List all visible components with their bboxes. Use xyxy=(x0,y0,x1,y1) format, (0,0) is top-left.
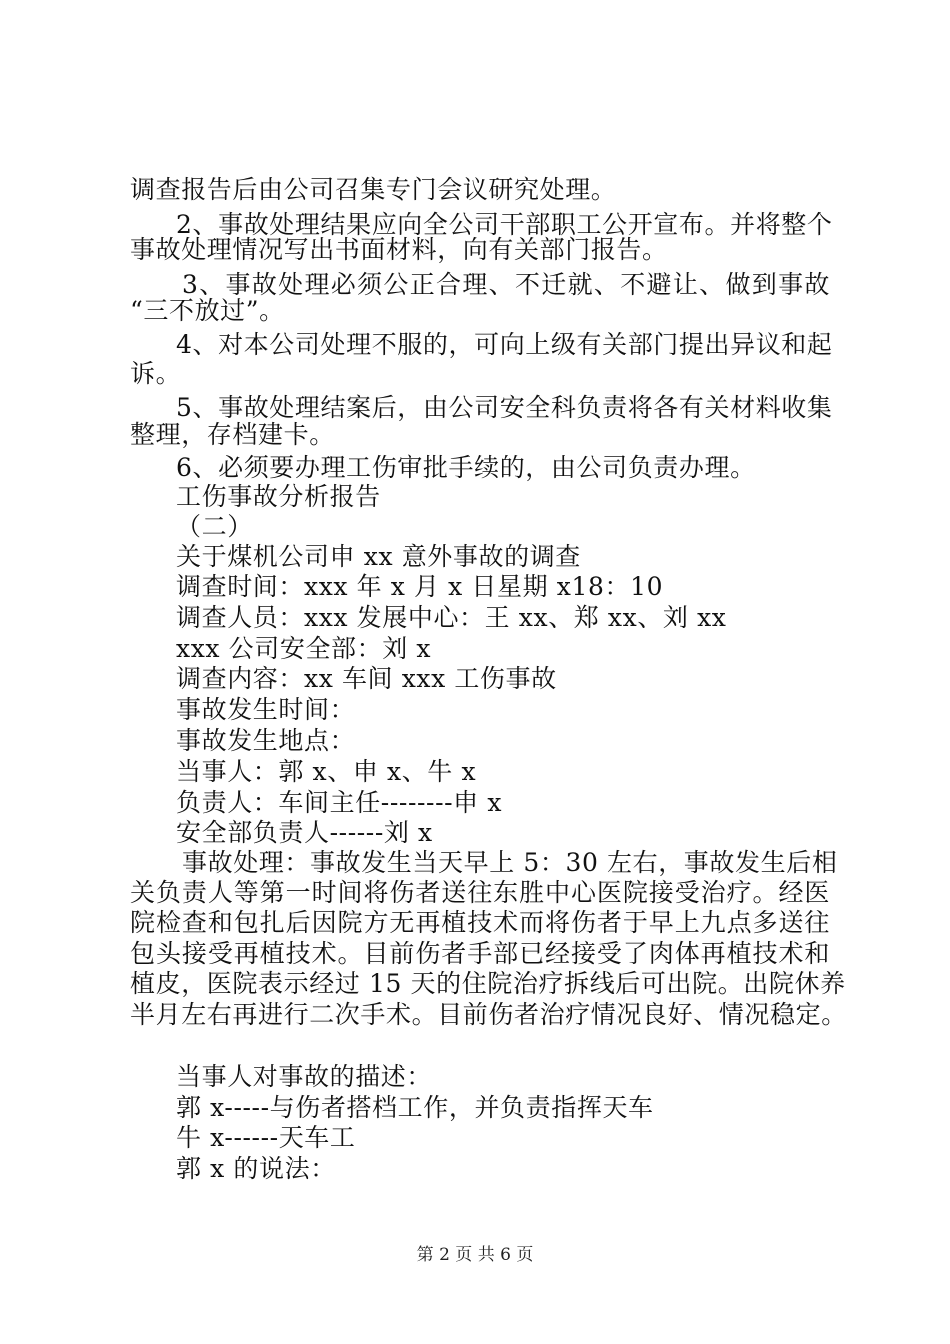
text-line: 牛 x------天车工 xyxy=(176,1123,356,1152)
section-number: （二） xyxy=(176,512,253,541)
text-line: 事故处理情况写出书面材料，向有关部门报告。 xyxy=(130,235,668,264)
report-subject: 关于煤机公司申 xx 意外事故的调查 xyxy=(176,542,581,571)
text-line: xxx 公司安全部：刘 x xyxy=(176,634,432,663)
text-line: 关负责人等第一时间将伤者送往东胜中心医院接受治疗。经医 xyxy=(130,878,830,907)
text-line: 安全部负责人------刘 x xyxy=(176,818,433,847)
text-line: 调查人员：xxx 发展中心：王 xx、郑 xx、刘 xx xyxy=(176,603,727,632)
text-line: 负责人：车间主任--------申 x xyxy=(176,788,503,817)
report-title: 工伤事故分析报告 xyxy=(176,482,381,511)
text-line: 调查内容：xx 车间 xxx 工伤事故 xyxy=(176,664,557,693)
text-line: 半月左右再进行二次手术。目前伤者治疗情况良好、情况稳定。 xyxy=(130,1000,847,1029)
text-line: 事故处理：事故发生当天早上 5：30 左右，事故发生后相 xyxy=(182,848,838,877)
text-line: 事故发生时间： xyxy=(176,695,356,724)
text-line: 6、必须要办理工伤审批手续的，由公司负责办理。 xyxy=(176,453,756,482)
text-line: 调查报告后由公司召集专门会议研究处理。 xyxy=(130,175,617,204)
page-footer: 第 2 页 共 6 页 xyxy=(416,1245,534,1265)
text-line: 郭 x 的说法： xyxy=(176,1154,336,1183)
text-line: 5、事故处理结案后，由公司安全科负责将各有关材料收集 xyxy=(176,393,833,422)
text-line: 2、事故处理结果应向全公司干部职工公开宣布。并将整个 xyxy=(176,210,833,239)
text-line: 诉。 xyxy=(130,359,182,388)
text-line: 当事人对事故的描述： xyxy=(176,1062,433,1091)
text-line: 植皮，医院表示经过 15 天的住院治疗拆线后可出院。出院休养 xyxy=(130,969,846,998)
text-line: 包头接受再植技术。目前伤者手部已经接受了肉体再植技术和 xyxy=(130,939,830,968)
text-line: 郭 x-----与伤者搭档工作，并负责指挥天车 xyxy=(176,1093,654,1122)
text-line: 调查时间：xxx 年 x 月 x 日星期 x18：10 xyxy=(176,572,664,601)
text-line: 整理，存档建卡。 xyxy=(130,420,335,449)
text-line: 3、事故处理必须公正合理、不迁就、不避让、做到事故 xyxy=(182,270,830,299)
text-line: “三不放过”。 xyxy=(130,296,285,325)
text-line: 院检查和包扎后因院方无再植技术而将伤者于早上九点多送往 xyxy=(130,908,830,937)
text-line: 当事人：郭 x、申 x、牛 x xyxy=(176,757,477,786)
text-line: 事故发生地点： xyxy=(176,726,356,755)
text-line: 4、对本公司处理不服的，可向上级有关部门提出异议和起 xyxy=(176,330,833,359)
